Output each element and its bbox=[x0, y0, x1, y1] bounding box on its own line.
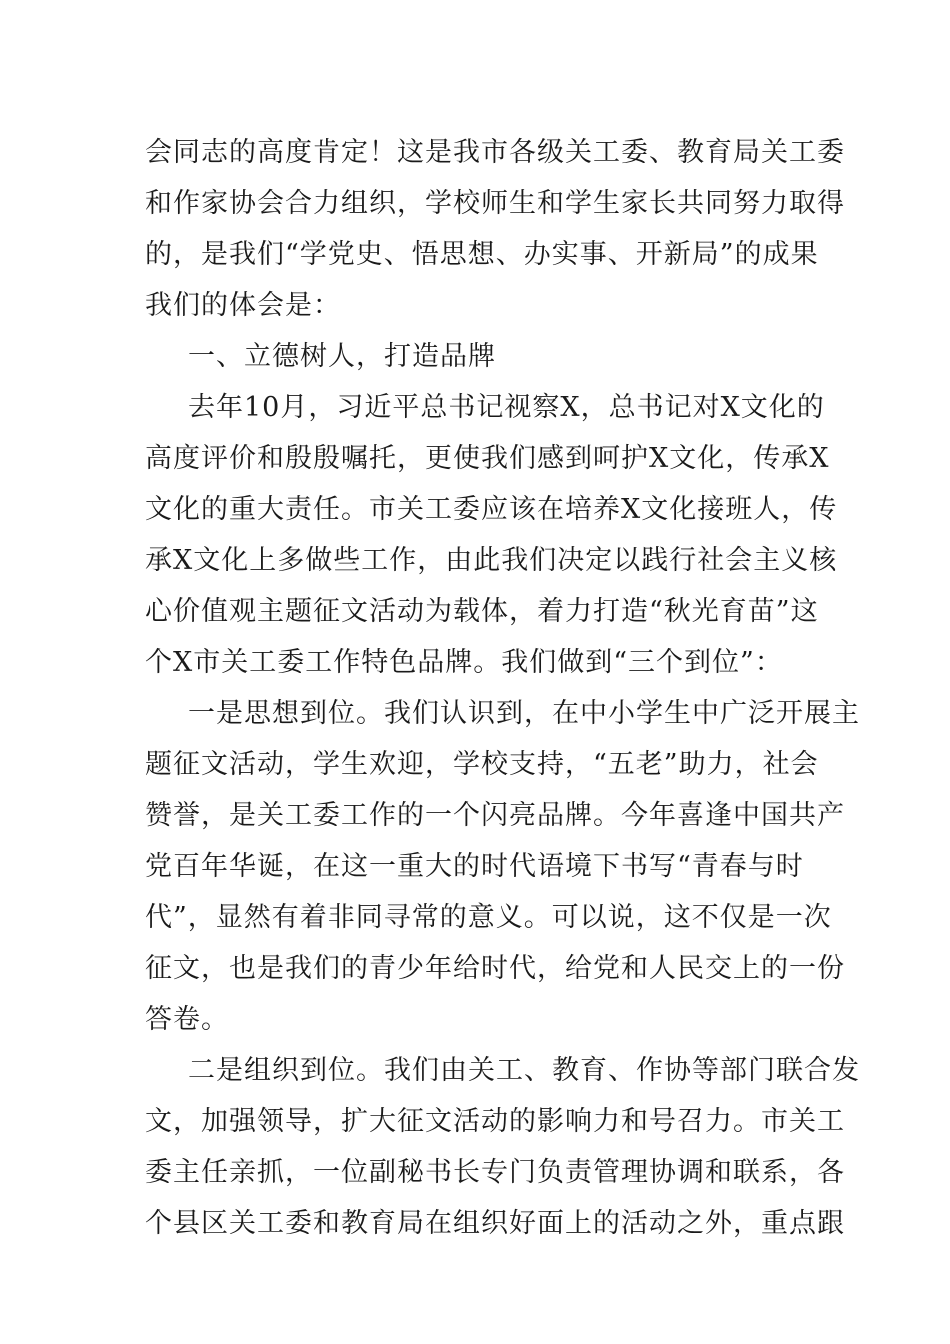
text-line: 赞誉，是关工委工作的一个闪亮品牌。今年喜逢中国共产 bbox=[145, 800, 845, 831]
text-line: 委主任亲抓，一位副秘书长专门负责管理协调和联系，各 bbox=[145, 1157, 845, 1188]
text-line: 代”，显然有着非同寻常的意义。可以说，这不仅是一次 bbox=[145, 902, 832, 933]
text-line: 征文，也是我们的青少年给时代，给党和人民交上的一份 bbox=[145, 953, 845, 984]
text-line: 一是思想到位。我们认识到，在中小学生中广泛开展主 bbox=[188, 698, 860, 729]
text-line: 心价值观主题征文活动为载体，着力打造“秋光育苗”这 bbox=[145, 596, 819, 627]
text-line: 文化的重大责任。市关工委应该在培养X文化接班人，传 bbox=[145, 494, 838, 525]
document-body bbox=[145, 127, 860, 1249]
text-line: 高度评价和殷殷嘱托，更使我们感到呵护X文化，传承X bbox=[145, 443, 830, 474]
text-line: 党百年华诞，在这一重大的时代语境下书写“青春与时 bbox=[145, 851, 804, 882]
text-line: 文，加强领导，扩大征文活动的影响力和号召力。市关工 bbox=[145, 1106, 845, 1137]
section-heading: 一、立德树人，打造品牌 bbox=[188, 341, 496, 372]
text-line: 二是组织到位。我们由关工、教育、作协等部门联合发 bbox=[188, 1055, 860, 1086]
text-line: 去年10月，习近平总书记视察X，总书记对X文化的 bbox=[188, 392, 825, 423]
text-line: 个县区关工委和教育局在组织好面上的活动之外，重点跟 bbox=[145, 1208, 845, 1239]
text-line: 题征文活动，学生欢迎，学校支持，“五老”助力，社会 bbox=[145, 749, 819, 780]
text-line: 答卷。 bbox=[145, 1004, 229, 1035]
text-line: 和作家协会合力组织，学校师生和学生家长共同努力取得 bbox=[145, 188, 845, 219]
text-line: 我们的体会是： bbox=[145, 290, 341, 321]
text-line: 的，是我们“学党史、悟思想、办实事、开新局”的成果 bbox=[145, 239, 819, 270]
text-line: 个X市关工委工作特色品牌。我们做到“三个到位”： bbox=[145, 647, 783, 678]
text-line: 承X文化上多做些工作，由此我们决定以践行社会主义核 bbox=[145, 545, 838, 576]
text-line: 会同志的高度肯定！这是我市各级关工委、教育局关工委 bbox=[145, 137, 845, 168]
